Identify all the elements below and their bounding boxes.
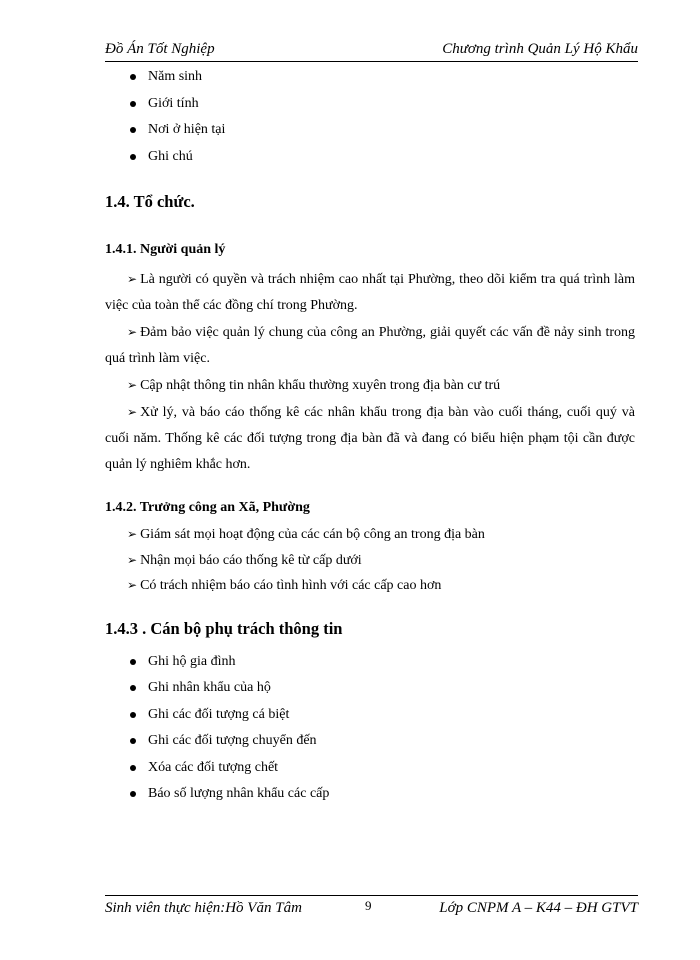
list-item: Nơi ở hiện tại	[105, 117, 635, 144]
page-footer	[105, 895, 638, 924]
paragraph-item: ➢ Giám sát mọi hoạt động của các cán bộ công an trong địa bàn	[127, 527, 485, 542]
arrow-icon: ➢	[127, 527, 138, 541]
paragraph-item: ➢ Có trách nhiệm báo cáo tình hình với các cấp cao hơn	[127, 578, 442, 593]
arrow-icon: ➢	[127, 405, 138, 419]
list-item: Ghi nhân khẩu của hộ	[105, 675, 635, 702]
list-item: Xóa các đối tượng chết	[105, 755, 635, 782]
list-item: Báo số lượng nhân khẩu các cấp	[105, 781, 635, 808]
page-number: 9	[365, 898, 372, 913]
section-heading-1-4-2: 1.4.2. Trưởng công an Xã, Phường	[105, 500, 310, 515]
section-heading-1-4-3: 1.4.3 . Cán bộ phụ trách thông tin	[105, 618, 343, 638]
page-header	[105, 38, 638, 62]
arrow-icon: ➢	[127, 378, 138, 392]
arrow-icon: ➢	[127, 325, 138, 339]
list-item: Ghi hộ gia đình	[105, 649, 635, 676]
paragraph-item: ➢ Xử lý, và báo cáo thống kê các nhân khẩu trong địa bàn vào cuối tháng, cuối quý và cuối năm. Thống kê các đối tượng trong địa bàn đã và đang có biểu hiện phạm tội cần được quản lý nghiêm khắc hơn.	[105, 405, 635, 472]
footer-author: Sinh viên thực hiện:Hồ Văn Tâm	[105, 900, 302, 916]
paragraph-item: ➢ Cập nhật thông tin nhân khẩu thường xuyên trong địa bàn cư trú	[127, 378, 501, 393]
staff-task-list	[105, 649, 635, 808]
footer-class: Lớp CNPM A – K44 – ĐH GTVT	[439, 900, 638, 916]
header-right-title: Chương trình Quản Lý Hộ Khẩu	[442, 41, 638, 57]
top-bullet-list	[105, 64, 635, 170]
section-heading-1-4-1: 1.4.1. Người quản lý	[105, 242, 226, 257]
list-item: Năm sinh	[105, 64, 635, 91]
header-left-title: Đồ Án Tốt Nghiệp	[105, 41, 215, 57]
arrow-icon: ➢	[127, 272, 138, 286]
paragraph-item: ➢ Nhận mọi báo cáo thống kê từ cấp dưới	[127, 552, 362, 568]
paragraph-item: ➢ Là người có quyền và trách nhiệm cao nhất tại Phường, theo dõi kiểm tra quá trình làm việc của toàn thể các đồng chí trong Phường.	[105, 272, 635, 313]
list-item: Giới tính	[105, 91, 635, 118]
list-item: Ghi chú	[105, 144, 635, 171]
list-item: Ghi các đối tượng cá biệt	[105, 702, 635, 729]
arrow-icon: ➢	[127, 552, 138, 567]
arrow-icon: ➢	[127, 578, 138, 592]
section-heading-1-4: 1.4. Tổ chức.	[105, 192, 195, 211]
page-content	[105, 64, 635, 808]
paragraph-item: ➢ Đảm bảo việc quản lý chung của công an Phường, giải quyết các vấn đề nảy sinh trong quá trình làm việc.	[105, 325, 635, 366]
list-item: Ghi các đối tượng chuyển đến	[105, 728, 635, 755]
